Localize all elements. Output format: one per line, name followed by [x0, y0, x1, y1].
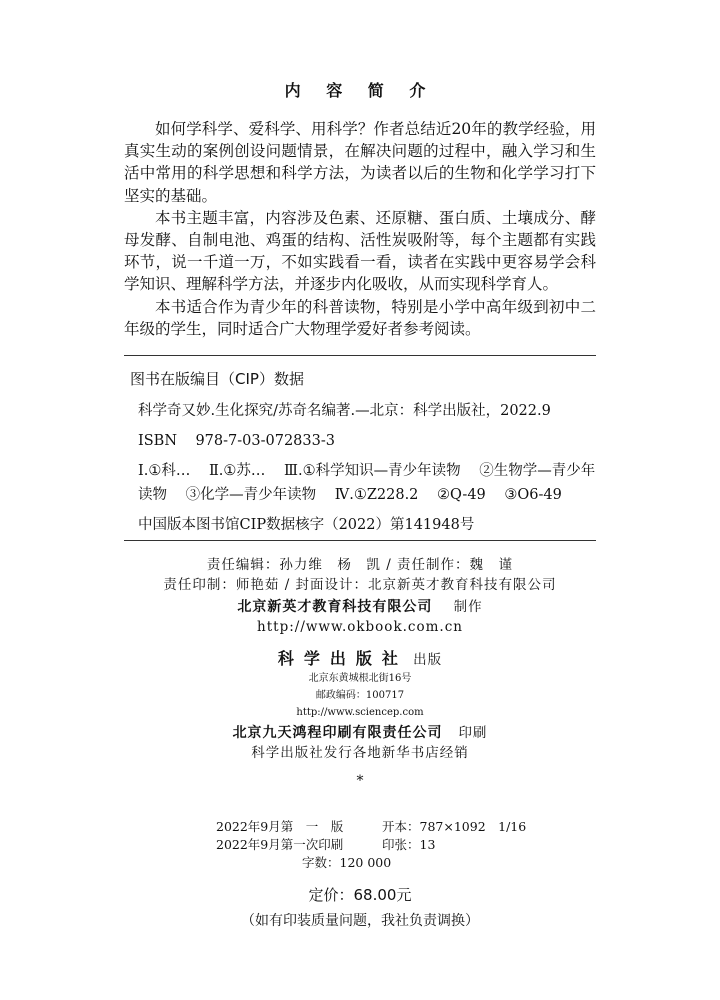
class-item: ③O6-49: [504, 487, 562, 503]
intro-paragraph: 本书适合作为青少年的科普读物，特别是小学中高年级到初中二年级的学生，同时适合广大物理学爱好者参考阅读。: [124, 297, 596, 338]
producer-line: [0, 597, 720, 617]
editor-credits: 责任编辑：孙力维 杨 凯 / 责任制作：魏 谨: [206, 557, 514, 573]
publisher-line: [0, 649, 720, 670]
class-item: ②Q-49: [437, 487, 486, 503]
class-item: Ⅳ.①Z228.2: [334, 487, 419, 503]
class-item: Ⅰ.①科…: [138, 463, 191, 479]
publisher-name: 科学出版社: [277, 649, 408, 668]
cip-isbn: [124, 429, 596, 453]
producer-url: http://www.okbook.com.cn: [257, 619, 463, 635]
isbn-number: 978-7-03-072833-3: [195, 433, 335, 449]
divider: [124, 540, 596, 541]
intro-paragraph: 如何学科学、爱科学、用科学？作者总结近20年的教学经验，用真实生动的案例创设问题情景，在解决问题的过程中，融入学习和生活中常用的科学思想和科学方法，为读者以后的生物和化学学习打下坚实的基础。: [124, 120, 596, 205]
first-edition: 2022年9月第 一 版: [216, 819, 344, 834]
publisher-address: 北京东黄城根北街16号: [308, 673, 412, 684]
intro-paragraph: 本书主题丰富，内容涉及色素、还原糖、蛋白质、土壤成分、酵母发酵、自制电池、鸡蛋的结构、活性炭吸附等，每个主题都有实践环节，说一千道一万，不如实践看一看，读者在实践中更容易学会科学知识、理解科学方法，并逐步内化吸收，从而实现科学育人。: [124, 208, 596, 294]
divider: [124, 355, 596, 356]
intro-section: [124, 118, 596, 340]
isbn-label: ISBN: [138, 433, 178, 449]
first-printing: 2022年9月第一次印刷: [216, 837, 344, 852]
quality-note: （如有印装质量问题，我社负责调换）: [241, 913, 479, 929]
class-item: Ⅱ.①苏…: [208, 463, 266, 479]
publisher-role: 出版: [413, 652, 443, 668]
class-item: Ⅲ.①科学知识—青少年读物: [284, 463, 461, 479]
publisher-url: http://www.sciencep.com: [296, 707, 424, 718]
credits-section: [0, 555, 720, 789]
cip-heading: 图书在版编目（CIP）数据: [130, 370, 304, 388]
cip-number: 中国版本图书馆CIP数据核字（2022）第141948号: [138, 517, 475, 533]
price: 定价：68.00元: [308, 886, 412, 904]
cip-classification: [124, 459, 596, 507]
class-item: ②生物学—青少年读物: [138, 463, 596, 503]
producer-name: 北京新英才教育科技有限公司: [237, 599, 433, 615]
cip-catalog: 科学奇又妙.生化探究/苏奇名编著.—北京：科学出版社，2022.9: [138, 403, 551, 419]
class-item: ③化学—青少年读物: [185, 487, 317, 503]
asterisk-separator: *: [356, 773, 364, 789]
distribution-line: 科学出版社发行各地新华书店经销: [251, 745, 469, 761]
print-sheets: 印张：13: [382, 837, 436, 852]
producer-role: 制作: [453, 599, 483, 615]
word-count: 字数：120 000: [302, 855, 392, 870]
cip-section: [124, 368, 596, 543]
format-size: 开本：787×1092 1/16: [382, 819, 527, 834]
printer-line: [0, 723, 720, 743]
printer-role: 印刷: [458, 725, 488, 741]
print-design-credits: 责任印制：师艳茹 / 封面设计：北京新英才教育科技有限公司: [163, 577, 557, 593]
page-title: 内 容 简 介: [284, 81, 436, 100]
printer-name: 北京九天鸿程印刷有限责任公司: [232, 725, 443, 741]
edition-info: [216, 818, 526, 872]
publisher-postcode: 邮政编码：100717: [315, 690, 405, 701]
